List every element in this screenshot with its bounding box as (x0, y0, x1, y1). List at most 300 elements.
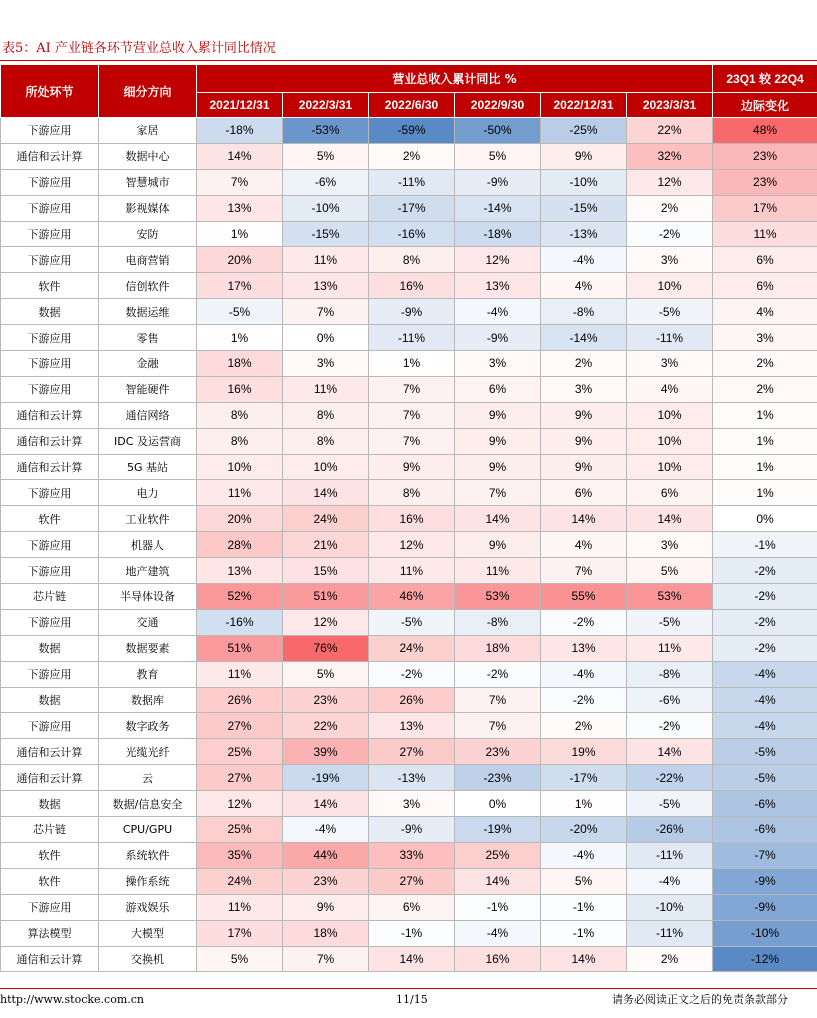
direction-cell: 信创软件 (99, 273, 197, 299)
margin-change-cell: 4% (713, 299, 817, 325)
footer-divider (0, 988, 817, 989)
growth-value-cell: 17% (197, 273, 283, 299)
header-period: 2022/6/30 (369, 93, 455, 118)
margin-change-cell: -4% (713, 687, 817, 713)
growth-value-cell: 11% (369, 558, 455, 584)
growth-value-cell: 26% (369, 687, 455, 713)
growth-value-cell: 16% (455, 946, 541, 972)
growth-value-cell: -9% (369, 817, 455, 843)
segment-cell: 芯片链 (1, 584, 99, 610)
growth-value-cell: 76% (283, 635, 369, 661)
growth-value-cell: 16% (369, 506, 455, 532)
growth-value-cell: 1% (369, 351, 455, 377)
segment-cell: 算法模型 (1, 920, 99, 946)
growth-value-cell: 22% (627, 118, 713, 144)
growth-value-cell: 16% (197, 376, 283, 402)
growth-value-cell: 25% (197, 817, 283, 843)
growth-value-cell: 10% (627, 454, 713, 480)
growth-value-cell: -4% (455, 920, 541, 946)
growth-value-cell: 22% (283, 713, 369, 739)
growth-value-cell: -53% (283, 118, 369, 144)
direction-cell: 游戏娱乐 (99, 894, 197, 920)
growth-value-cell: -50% (455, 118, 541, 144)
segment-cell: 数据 (1, 791, 99, 817)
growth-value-cell: 20% (197, 506, 283, 532)
segment-cell: 下游应用 (1, 480, 99, 506)
header-segment: 所处环节 (1, 65, 99, 118)
growth-value-cell: 4% (541, 532, 627, 558)
segment-cell: 下游应用 (1, 894, 99, 920)
direction-cell: 交通 (99, 609, 197, 635)
segment-cell: 下游应用 (1, 609, 99, 635)
growth-value-cell: 24% (283, 506, 369, 532)
segment-cell: 通信和云计算 (1, 454, 99, 480)
table-row (1, 842, 817, 868)
growth-value-cell: 26% (197, 687, 283, 713)
growth-value-cell: 3% (369, 791, 455, 817)
growth-value-cell: 0% (455, 791, 541, 817)
growth-value-cell: 3% (627, 351, 713, 377)
growth-value-cell: -4% (541, 661, 627, 687)
growth-value-cell: 53% (627, 584, 713, 610)
footer-url[interactable]: http://www.stocke.com.cn (0, 993, 144, 1006)
growth-value-cell: 8% (283, 402, 369, 428)
direction-cell: IDC 及运营商 (99, 428, 197, 454)
growth-value-cell: -1% (455, 894, 541, 920)
growth-value-cell: -2% (627, 221, 713, 247)
direction-cell: 半导体设备 (99, 584, 197, 610)
direction-cell: 数据/信息安全 (99, 791, 197, 817)
growth-value-cell: 1% (197, 325, 283, 351)
table-row (1, 791, 817, 817)
growth-value-cell: -5% (627, 609, 713, 635)
growth-value-cell: 51% (283, 584, 369, 610)
growth-value-cell: 28% (197, 532, 283, 558)
growth-value-cell: -2% (369, 661, 455, 687)
segment-cell: 数据 (1, 635, 99, 661)
direction-cell: 交换机 (99, 946, 197, 972)
growth-value-cell: 6% (541, 480, 627, 506)
direction-cell: 零售 (99, 325, 197, 351)
segment-cell: 软件 (1, 868, 99, 894)
growth-value-cell: 9% (541, 428, 627, 454)
direction-cell: 影视媒体 (99, 195, 197, 221)
table-row (1, 765, 817, 791)
direction-cell: 操作系统 (99, 868, 197, 894)
segment-cell: 通信和云计算 (1, 428, 99, 454)
growth-value-cell: -10% (541, 169, 627, 195)
segment-cell: 下游应用 (1, 221, 99, 247)
growth-value-cell: 3% (627, 532, 713, 558)
growth-value-cell: 18% (455, 635, 541, 661)
direction-cell: 智能硬件 (99, 376, 197, 402)
growth-value-cell: -59% (369, 118, 455, 144)
growth-value-cell: 39% (283, 739, 369, 765)
growth-value-cell: 7% (369, 376, 455, 402)
growth-value-cell: -18% (455, 221, 541, 247)
table-row (1, 868, 817, 894)
growth-value-cell: -10% (627, 894, 713, 920)
growth-value-cell: 7% (369, 428, 455, 454)
margin-change-cell: 48% (713, 118, 817, 144)
growth-value-cell: 14% (455, 506, 541, 532)
growth-value-cell: 18% (197, 351, 283, 377)
margin-change-cell: 23% (713, 169, 817, 195)
growth-value-cell: 25% (455, 842, 541, 868)
growth-value-cell: -1% (541, 920, 627, 946)
growth-value-cell: -17% (369, 195, 455, 221)
growth-value-cell: -5% (197, 299, 283, 325)
growth-value-cell: 23% (283, 868, 369, 894)
margin-change-cell: -9% (713, 868, 817, 894)
growth-value-cell: 12% (283, 609, 369, 635)
growth-value-cell: 0% (283, 325, 369, 351)
growth-value-cell: 11% (197, 480, 283, 506)
growth-value-cell: 10% (627, 428, 713, 454)
growth-value-cell: 35% (197, 842, 283, 868)
growth-value-cell: 44% (283, 842, 369, 868)
table-row (1, 247, 817, 273)
table-row (1, 299, 817, 325)
growth-value-cell: -4% (627, 868, 713, 894)
growth-value-cell: 7% (283, 299, 369, 325)
growth-value-cell: 33% (369, 842, 455, 868)
table-row (1, 817, 817, 843)
growth-value-cell: 12% (197, 791, 283, 817)
header-growth-group: 营业总收入累计同比 % (197, 65, 713, 93)
margin-change-cell: 6% (713, 247, 817, 273)
growth-value-cell: -11% (627, 325, 713, 351)
growth-value-cell: 15% (283, 558, 369, 584)
table-row (1, 376, 817, 402)
margin-change-cell: -10% (713, 920, 817, 946)
growth-value-cell: 6% (369, 894, 455, 920)
growth-value-cell: 2% (541, 351, 627, 377)
direction-cell: 5G 基站 (99, 454, 197, 480)
margin-change-cell: -5% (713, 765, 817, 791)
growth-value-cell: 1% (197, 221, 283, 247)
segment-cell: 通信和云计算 (1, 765, 99, 791)
growth-value-cell: -26% (627, 817, 713, 843)
direction-cell: 地产建筑 (99, 558, 197, 584)
growth-value-cell: -19% (455, 817, 541, 843)
revenue-growth-table (0, 64, 817, 972)
margin-change-cell: -1% (713, 532, 817, 558)
growth-value-cell: 13% (283, 273, 369, 299)
table-row (1, 454, 817, 480)
header-period: 2023/3/31 (627, 93, 713, 118)
growth-value-cell: 27% (197, 713, 283, 739)
growth-value-cell: 10% (627, 402, 713, 428)
growth-value-cell: 11% (455, 558, 541, 584)
margin-change-cell: -2% (713, 558, 817, 584)
segment-cell: 芯片链 (1, 817, 99, 843)
growth-value-cell: -19% (283, 765, 369, 791)
growth-value-cell: -4% (541, 842, 627, 868)
growth-value-cell: 4% (627, 376, 713, 402)
growth-value-cell: 7% (455, 687, 541, 713)
growth-value-cell: -2% (541, 609, 627, 635)
margin-change-cell: 2% (713, 376, 817, 402)
growth-value-cell: -14% (455, 195, 541, 221)
direction-cell: 教育 (99, 661, 197, 687)
direction-cell: 通信网络 (99, 402, 197, 428)
table-row (1, 273, 817, 299)
growth-value-cell: 7% (197, 169, 283, 195)
growth-value-cell: 9% (455, 454, 541, 480)
growth-value-cell: 3% (627, 247, 713, 273)
growth-value-cell: 5% (283, 661, 369, 687)
growth-value-cell: 8% (197, 428, 283, 454)
growth-value-cell: 3% (455, 351, 541, 377)
margin-change-cell: -6% (713, 817, 817, 843)
segment-cell: 下游应用 (1, 661, 99, 687)
header-direction: 细分方向 (99, 65, 197, 118)
table-row (1, 558, 817, 584)
segment-cell: 数据 (1, 687, 99, 713)
growth-value-cell: -20% (541, 817, 627, 843)
growth-value-cell: -11% (627, 842, 713, 868)
growth-value-cell: 24% (369, 635, 455, 661)
growth-value-cell: -9% (455, 325, 541, 351)
growth-value-cell: -15% (541, 195, 627, 221)
growth-value-cell: 53% (455, 584, 541, 610)
direction-cell: 数据运维 (99, 299, 197, 325)
growth-value-cell: 16% (369, 273, 455, 299)
table-row (1, 713, 817, 739)
margin-change-cell: 6% (713, 273, 817, 299)
table-row (1, 169, 817, 195)
growth-value-cell: 9% (541, 143, 627, 169)
segment-cell: 下游应用 (1, 558, 99, 584)
direction-cell: 家居 (99, 118, 197, 144)
table-title: 表5：AI 产业链各环节营业总收入累计同比情况 (2, 41, 276, 56)
growth-value-cell: 11% (627, 635, 713, 661)
growth-value-cell: -17% (541, 765, 627, 791)
growth-value-cell: -14% (541, 325, 627, 351)
growth-value-cell: 23% (455, 739, 541, 765)
segment-cell: 下游应用 (1, 532, 99, 558)
direction-cell: 光缆光纤 (99, 739, 197, 765)
page-number: 11/15 (396, 993, 428, 1006)
growth-value-cell: 8% (369, 480, 455, 506)
growth-value-cell: 5% (197, 946, 283, 972)
growth-value-cell: 5% (283, 143, 369, 169)
margin-change-cell: -5% (713, 739, 817, 765)
margin-change-cell: 1% (713, 428, 817, 454)
header-period: 2022/9/30 (455, 93, 541, 118)
table-row (1, 739, 817, 765)
growth-value-cell: 9% (369, 454, 455, 480)
margin-change-cell: -4% (713, 713, 817, 739)
growth-value-cell: 24% (197, 868, 283, 894)
table-row (1, 221, 817, 247)
table-row (1, 532, 817, 558)
table-row (1, 635, 817, 661)
growth-value-cell: 25% (197, 739, 283, 765)
margin-change-cell: 1% (713, 402, 817, 428)
table-row (1, 506, 817, 532)
growth-value-cell: 14% (541, 946, 627, 972)
growth-value-cell: -5% (369, 609, 455, 635)
growth-value-cell: 3% (541, 376, 627, 402)
direction-cell: 数据库 (99, 687, 197, 713)
growth-value-cell: 12% (627, 169, 713, 195)
table-row (1, 687, 817, 713)
growth-value-cell: 8% (369, 247, 455, 273)
segment-cell: 下游应用 (1, 195, 99, 221)
margin-change-cell: 1% (713, 454, 817, 480)
growth-value-cell: -1% (369, 920, 455, 946)
growth-value-cell: 9% (541, 454, 627, 480)
header-margin-group: 23Q1 较 22Q4 (713, 65, 817, 93)
direction-cell: 工业软件 (99, 506, 197, 532)
growth-value-cell: -5% (627, 299, 713, 325)
table-row (1, 480, 817, 506)
segment-cell: 通信和云计算 (1, 946, 99, 972)
segment-cell: 软件 (1, 506, 99, 532)
growth-value-cell: 55% (541, 584, 627, 610)
direction-cell: 安防 (99, 221, 197, 247)
growth-value-cell: -2% (627, 713, 713, 739)
growth-value-cell: -8% (541, 299, 627, 325)
growth-value-cell: -9% (455, 169, 541, 195)
direction-cell: 电商营销 (99, 247, 197, 273)
growth-value-cell: -2% (541, 687, 627, 713)
growth-value-cell: 9% (283, 894, 369, 920)
growth-value-cell: 2% (541, 713, 627, 739)
margin-change-cell: 23% (713, 143, 817, 169)
segment-cell: 下游应用 (1, 169, 99, 195)
table-row (1, 402, 817, 428)
growth-value-cell: 27% (369, 868, 455, 894)
direction-cell: 智慧城市 (99, 169, 197, 195)
growth-value-cell: 12% (455, 247, 541, 273)
growth-value-cell: 2% (627, 195, 713, 221)
growth-value-cell: 14% (369, 946, 455, 972)
growth-value-cell: -25% (541, 118, 627, 144)
margin-change-cell: -6% (713, 791, 817, 817)
growth-value-cell: 14% (541, 506, 627, 532)
growth-value-cell: 10% (627, 273, 713, 299)
segment-cell: 软件 (1, 842, 99, 868)
growth-value-cell: -10% (283, 195, 369, 221)
growth-value-cell: 11% (197, 894, 283, 920)
margin-change-cell: -2% (713, 609, 817, 635)
growth-value-cell: 6% (627, 480, 713, 506)
table-row (1, 325, 817, 351)
growth-value-cell: 4% (541, 273, 627, 299)
segment-cell: 下游应用 (1, 713, 99, 739)
segment-cell: 软件 (1, 273, 99, 299)
growth-value-cell: 27% (197, 765, 283, 791)
growth-value-cell: 46% (369, 584, 455, 610)
table-row (1, 946, 817, 972)
growth-value-cell: 14% (627, 739, 713, 765)
growth-value-cell: 14% (197, 143, 283, 169)
growth-value-cell: 11% (197, 661, 283, 687)
table-row (1, 143, 817, 169)
table-body (1, 118, 817, 972)
margin-change-cell: 0% (713, 506, 817, 532)
growth-value-cell: 11% (283, 376, 369, 402)
table-row (1, 609, 817, 635)
growth-value-cell: 9% (455, 532, 541, 558)
segment-cell: 下游应用 (1, 376, 99, 402)
table-row (1, 195, 817, 221)
growth-value-cell: -11% (369, 325, 455, 351)
margin-change-cell: -4% (713, 661, 817, 687)
growth-value-cell: 17% (197, 920, 283, 946)
growth-value-cell: 7% (369, 402, 455, 428)
table-row (1, 428, 817, 454)
segment-cell: 下游应用 (1, 351, 99, 377)
direction-cell: 系统软件 (99, 842, 197, 868)
growth-value-cell: -15% (283, 221, 369, 247)
growth-value-cell: -4% (541, 247, 627, 273)
growth-value-cell: 5% (455, 143, 541, 169)
growth-value-cell: -11% (627, 920, 713, 946)
growth-value-cell: 10% (197, 454, 283, 480)
title-divider (0, 60, 817, 61)
growth-value-cell: -8% (455, 609, 541, 635)
growth-value-cell: 10% (283, 454, 369, 480)
growth-value-cell: 20% (197, 247, 283, 273)
growth-value-cell: 2% (369, 143, 455, 169)
margin-change-cell: -2% (713, 584, 817, 610)
margin-change-cell: 3% (713, 325, 817, 351)
margin-change-cell: -9% (713, 894, 817, 920)
direction-cell: 电力 (99, 480, 197, 506)
growth-value-cell: 52% (197, 584, 283, 610)
growth-value-cell: -5% (627, 791, 713, 817)
growth-value-cell: 8% (283, 428, 369, 454)
footer-disclaimer: 请务必阅读正文之后的免责条款部分 (612, 993, 788, 1006)
growth-value-cell: 9% (541, 402, 627, 428)
margin-change-cell: 11% (713, 221, 817, 247)
margin-change-cell: -12% (713, 946, 817, 972)
growth-value-cell: 9% (455, 402, 541, 428)
growth-value-cell: -23% (455, 765, 541, 791)
growth-value-cell: -16% (369, 221, 455, 247)
growth-value-cell: 13% (541, 635, 627, 661)
segment-cell: 下游应用 (1, 118, 99, 144)
growth-value-cell: 8% (197, 402, 283, 428)
direction-cell: 数据要素 (99, 635, 197, 661)
growth-value-cell: -16% (197, 609, 283, 635)
table-row (1, 661, 817, 687)
growth-value-cell: 13% (197, 558, 283, 584)
header-period: 2022/12/31 (541, 93, 627, 118)
table-row (1, 584, 817, 610)
growth-value-cell: -18% (197, 118, 283, 144)
margin-change-cell: 1% (713, 480, 817, 506)
table-row (1, 351, 817, 377)
growth-value-cell: -9% (369, 299, 455, 325)
growth-value-cell: 5% (627, 558, 713, 584)
growth-value-cell: 7% (283, 946, 369, 972)
growth-value-cell: 14% (455, 868, 541, 894)
growth-value-cell: 14% (283, 480, 369, 506)
header-period: 2022/3/31 (283, 93, 369, 118)
direction-cell: 金融 (99, 351, 197, 377)
direction-cell: 云 (99, 765, 197, 791)
growth-value-cell: -2% (455, 661, 541, 687)
direction-cell: 数据中心 (99, 143, 197, 169)
growth-value-cell: -8% (627, 661, 713, 687)
growth-value-cell: -6% (283, 169, 369, 195)
growth-value-cell: 7% (541, 558, 627, 584)
